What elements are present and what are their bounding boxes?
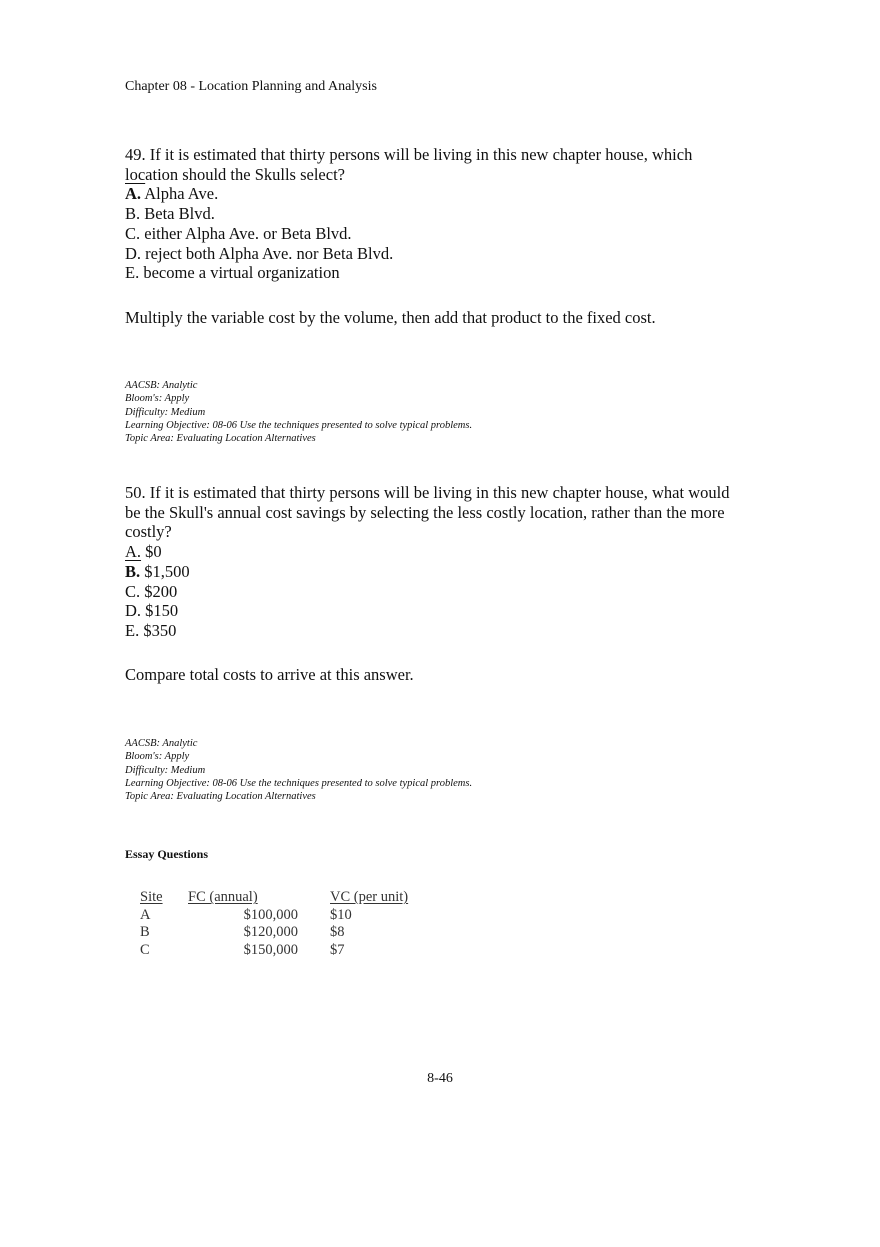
- table-row: [140, 924, 430, 942]
- option-text: either Alpha Ave. or Beta Blvd.: [144, 223, 352, 243]
- question-49-underlined-fragment: loc: [125, 164, 146, 184]
- answer-option: [125, 562, 765, 582]
- option-text: $1,500: [144, 561, 190, 581]
- question-50-text: [125, 483, 765, 542]
- meta-aacsb: AACSB: Analytic: [125, 738, 198, 749]
- option-text: $0: [145, 542, 162, 562]
- option-letter: D.: [125, 601, 142, 621]
- question-50-line1: If it is estimated that thirty persons will be living in this new chapter house, what would: [149, 483, 730, 502]
- answer-option: [125, 542, 765, 562]
- answer-option: [125, 204, 765, 224]
- question-50-options: [125, 542, 765, 641]
- table-cell-site: A: [140, 906, 151, 923]
- question-49-options: [125, 184, 765, 283]
- meta-difficulty: Difficulty: Medium: [125, 406, 206, 418]
- meta-topic: Topic Area: Evaluating Location Alternatives: [125, 433, 316, 445]
- column-header-vc: VC (per unit): [330, 889, 409, 905]
- option-letter: A.: [125, 542, 142, 562]
- question-49-explanation: Multiply the variable cost by the volume, then add that product to the fixed cost.: [125, 308, 656, 327]
- answer-option: [125, 263, 765, 283]
- option-text: $150: [145, 601, 179, 621]
- table-row: [140, 907, 430, 925]
- table-cell-vc: $7: [330, 941, 345, 958]
- option-letter: B.: [125, 561, 141, 581]
- question-49-line2: ation should the Skulls select?: [145, 164, 345, 184]
- answer-option: [125, 224, 765, 244]
- question-50-line3: costly?: [125, 522, 172, 542]
- question-49: [125, 145, 765, 283]
- table-cell-fc: $120,000: [243, 924, 298, 940]
- question-50: [125, 483, 765, 641]
- option-letter: B.: [125, 204, 141, 224]
- option-letter: C.: [125, 223, 141, 243]
- table-cell-vc: $10: [330, 906, 352, 923]
- answer-option: [125, 621, 765, 641]
- question-50-number: 50.: [125, 483, 146, 502]
- table-row: [140, 942, 430, 960]
- chapter-header: Chapter 08 - Location Planning and Analysis: [125, 79, 377, 94]
- question-49-line1: If it is estimated that thirty persons will be living in this new chapter house, which: [149, 145, 693, 164]
- option-text: reject both Alpha Ave. nor Beta Blvd.: [145, 243, 394, 263]
- meta-objective: Learning Objective: 08-06 Use the techniques presented to solve typical problems.: [125, 419, 473, 431]
- option-letter: C.: [125, 581, 141, 601]
- question-49-metadata: [125, 379, 472, 445]
- meta-objective: Learning Objective: 08-06 Use the techniques presented to solve typical problems.: [125, 777, 473, 789]
- question-50-explanation: Compare total costs to arrive at this answer.: [125, 665, 414, 684]
- table-cell-vc: $8: [330, 924, 345, 940]
- option-text: become a virtual organization: [143, 263, 340, 283]
- table-cell-fc: $100,000: [243, 906, 298, 923]
- answer-option: [125, 582, 765, 602]
- question-49-number: 49.: [125, 145, 146, 164]
- option-text: $200: [144, 581, 178, 601]
- meta-aacsb: AACSB: Analytic: [125, 380, 198, 391]
- table-cell-site: C: [140, 941, 150, 958]
- table-cell-fc: $150,000: [243, 941, 298, 958]
- option-text: Beta Blvd.: [144, 204, 215, 224]
- option-letter: E.: [125, 620, 140, 640]
- table-header-row: [140, 889, 430, 907]
- essay-section-heading: Essay Questions: [125, 847, 209, 861]
- question-50-line2: be the Skull's annual cost savings by selecting the less costly location, rather than the more: [125, 502, 725, 522]
- site-cost-table: [140, 889, 430, 959]
- meta-difficulty: Difficulty: Medium: [125, 764, 206, 776]
- table-cell-site: B: [140, 924, 150, 940]
- column-header-site: Site: [140, 889, 163, 905]
- option-letter: A.: [125, 184, 142, 204]
- option-text: Alpha Ave.: [144, 184, 219, 204]
- column-header-fc: FC (annual): [188, 889, 258, 905]
- question-50-metadata: [125, 737, 472, 803]
- page-number: 8-46: [427, 1071, 453, 1086]
- question-49-text: [125, 145, 765, 184]
- answer-option: [125, 184, 765, 204]
- meta-blooms: Bloom's: Apply: [125, 393, 190, 405]
- meta-topic: Topic Area: Evaluating Location Alternatives: [125, 791, 316, 803]
- answer-option: [125, 244, 765, 264]
- option-text: $350: [143, 620, 177, 640]
- answer-option: [125, 601, 765, 621]
- meta-blooms: Bloom's: Apply: [125, 751, 190, 763]
- option-letter: E.: [125, 263, 140, 283]
- option-letter: D.: [125, 243, 142, 263]
